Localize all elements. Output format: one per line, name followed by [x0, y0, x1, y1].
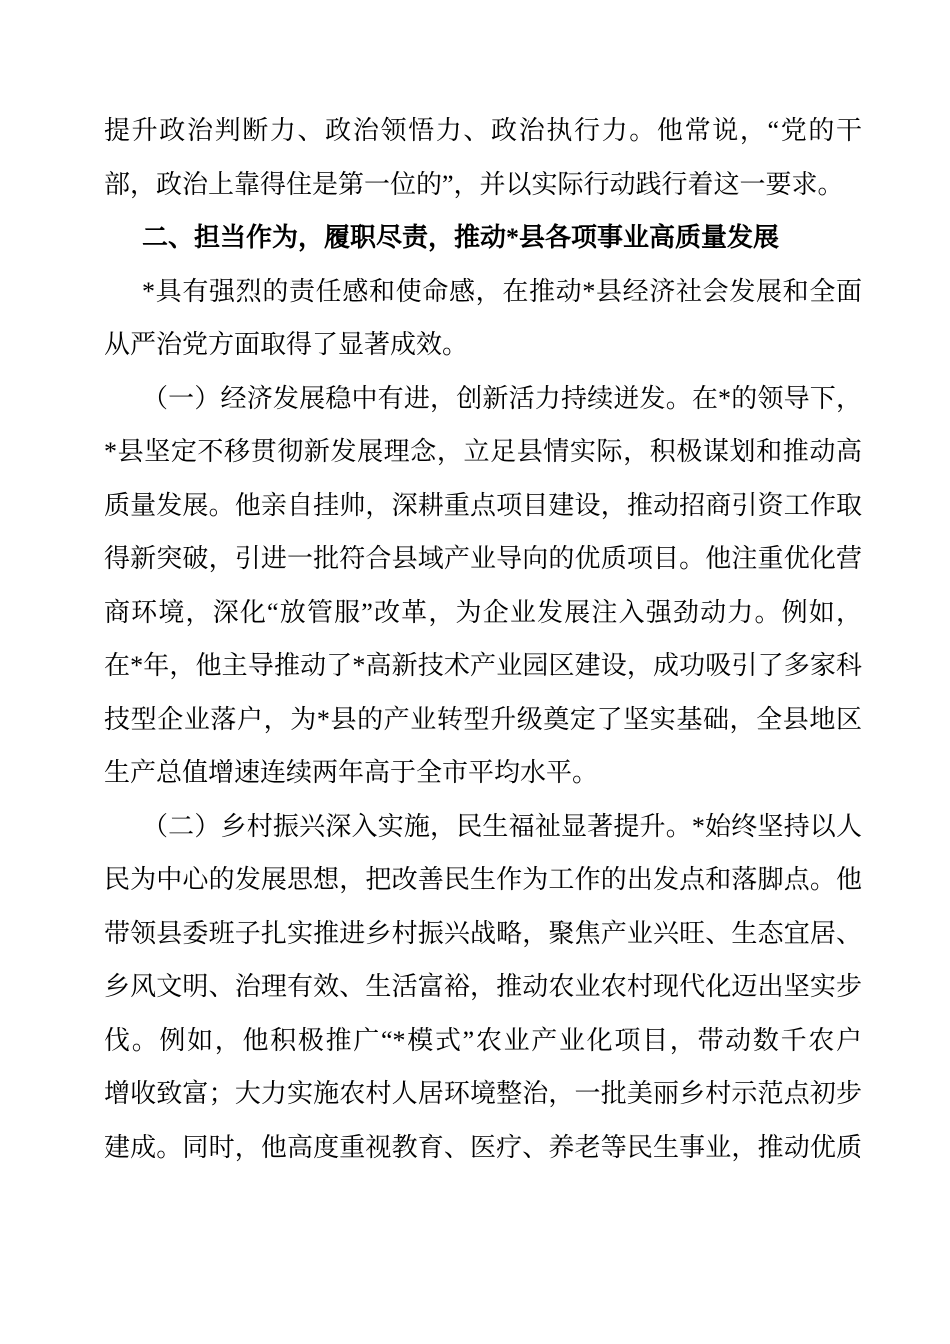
text-line: 质量发展。他亲自挂帅，深耕重点项目建设，推动招商引资工作取 — [104, 490, 862, 520]
text-line: 生产总值增速连续两年高于全市平均水平。 — [104, 758, 599, 787]
section-heading: 二、担当作为，履职尽责，推动*县各项事业高质量发展 — [142, 223, 780, 252]
text-line: 乡风文明、治理有效、生活富裕，推动农业农村现代化迈出坚实步 — [104, 972, 862, 1001]
text-line: 商环境，深化“放管服”改革，为企业发展注入强劲动力。例如， — [104, 597, 862, 627]
text-line: *县坚定不移贯彻新发展理念，立足县情实际，积极谋划和推动高 — [104, 437, 862, 466]
document-text-block — [104, 104, 862, 1174]
text-line: 提升政治判断力、政治领悟力、政治执行力。他常说，“党的干 — [104, 116, 862, 145]
text-line: 建成。同时，他高度重视教育、医疗、养老等民生事业，推动优质 — [104, 1132, 862, 1162]
text-line: 从严治党方面取得了显著成效。 — [104, 330, 469, 359]
text-line: 技型企业落户，为*县的产业转型升级奠定了坚实基础，全县地区 — [104, 704, 862, 734]
text-line: 增收致富；大力实施农村人居环境整治，一批美丽乡村示范点初步 — [104, 1079, 862, 1108]
text-line: 民为中心的发展思想，把改善民生作为工作的出发点和落脚点。他 — [104, 865, 862, 894]
text-line: 部，政治上靠得住是第一位的”，并以实际行动践行着这一要求。 — [104, 169, 844, 199]
text-line: *具有强烈的责任感和使命感，在推动*县经济社会发展和全面 — [142, 276, 862, 306]
text-line: （一）经济发展稳中有进，创新活力持续迸发。在*的领导下， — [142, 383, 862, 413]
text-line: 带领县委班子扎实推进乡村振兴战略，聚焦产业兴旺、生态宜居、 — [104, 918, 862, 948]
text-line: （二）乡村振兴深入实施，民生福祉显著提升。*始终坚持以人 — [142, 811, 862, 841]
text-line: 伐。例如，他积极推广“*模式”农业产业化项目，带动数千农户 — [104, 1025, 862, 1055]
text-line: 在*年，他主导推动了*高新技术产业园区建设，成功吸引了多家科 — [104, 651, 862, 680]
text-line: 得新突破，引进一批符合县域产业导向的优质项目。他注重优化营 — [104, 544, 862, 573]
